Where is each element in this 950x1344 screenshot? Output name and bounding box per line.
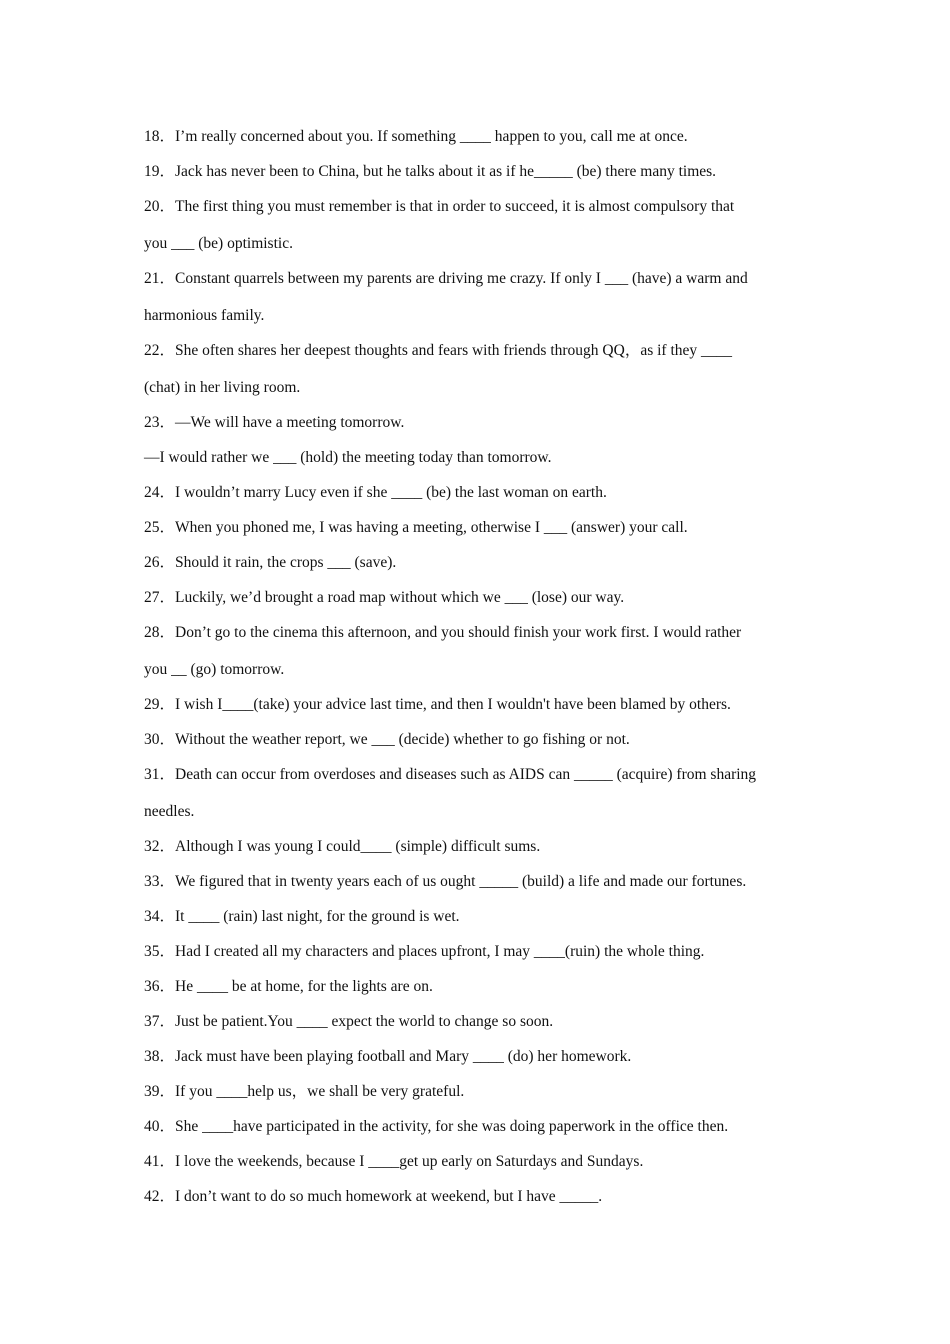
question-29: 29．I wish I____(take) your advice last time, and then I wouldn't have been blamed by others. — [144, 696, 731, 713]
question-21-continuation: harmonious family. — [144, 307, 265, 324]
question-26: 26．Should it rain, the crops ___ (save). — [144, 554, 397, 571]
question-41: 41．I love the weekends, because I ____get up early on Saturdays and Sundays. — [144, 1153, 644, 1170]
question-23: 23．—We will have a meeting tomorrow. — [144, 414, 405, 431]
question-25: 25．When you phoned me, I was having a meeting, otherwise I ___ (answer) your call. — [144, 519, 688, 536]
question-31: 31．Death can occur from overdoses and diseases such as AIDS can _____ (acquire) from sharing — [144, 766, 757, 783]
question-30: 30．Without the weather report, we ___ (decide) whether to go fishing or not. — [144, 731, 630, 748]
question-28: 28．Don’t go to the cinema this afternoon, and you should finish your work first. I would rather — [144, 624, 742, 641]
question-34: 34．It ____ (rain) last night, for the ground is wet. — [144, 908, 460, 925]
question-32: 32．Although I was young I could____ (simple) difficult sums. — [144, 838, 541, 855]
question-42: 42．I don’t want to do so much homework at weekend, but I have _____. — [144, 1188, 603, 1205]
question-20-continuation: you ___ (be) optimistic. — [144, 235, 293, 252]
question-19: 19．Jack has never been to China, but he talks about it as if he_____ (be) there many times. — [144, 163, 717, 180]
question-18: 18．I’m really concerned about you. If something ____ happen to you, call me at once. — [144, 128, 688, 145]
question-24: 24．I wouldn’t marry Lucy even if she ____ (be) the last woman on earth. — [144, 484, 607, 501]
question-23-response: —I would rather we ___ (hold) the meeting today than tomorrow. — [144, 449, 552, 466]
question-22-continuation: (chat) in her living room. — [144, 379, 301, 396]
question-22: 22．She often shares her deepest thoughts and fears with friends through QQ，as if they ____ — [144, 342, 733, 359]
question-33: 33．We figured that in twenty years each of us ought _____ (build) a life and made our fortunes. — [144, 873, 747, 890]
question-20: 20．The first thing you must remember is that in order to succeed, it is almost compulsory that — [144, 198, 735, 215]
question-21: 21．Constant quarrels between my parents are driving me crazy. If only I ___ (have) a warm and — [144, 270, 748, 287]
question-27: 27．Luckily, we’d brought a road map without which we ___ (lose) our way. — [144, 589, 625, 606]
question-37: 37．Just be patient.You ____ expect the world to change so soon. — [144, 1013, 554, 1030]
question-39: 39．If you ____help us，we shall be very grateful. — [144, 1083, 465, 1100]
question-36: 36．He ____ be at home, for the lights are on. — [144, 978, 433, 995]
question-28-continuation: you __ (go) tomorrow. — [144, 661, 285, 678]
question-38: 38．Jack must have been playing football and Mary ____ (do) her homework. — [144, 1048, 632, 1065]
question-40: 40．She ____have participated in the activity, for she was doing paperwork in the office then. — [144, 1118, 729, 1135]
question-35: 35．Had I created all my characters and places upfront, I may ____(ruin) the whole thing. — [144, 943, 705, 960]
question-31-continuation: needles. — [144, 803, 195, 820]
worksheet-page — [144, 122, 814, 1217]
